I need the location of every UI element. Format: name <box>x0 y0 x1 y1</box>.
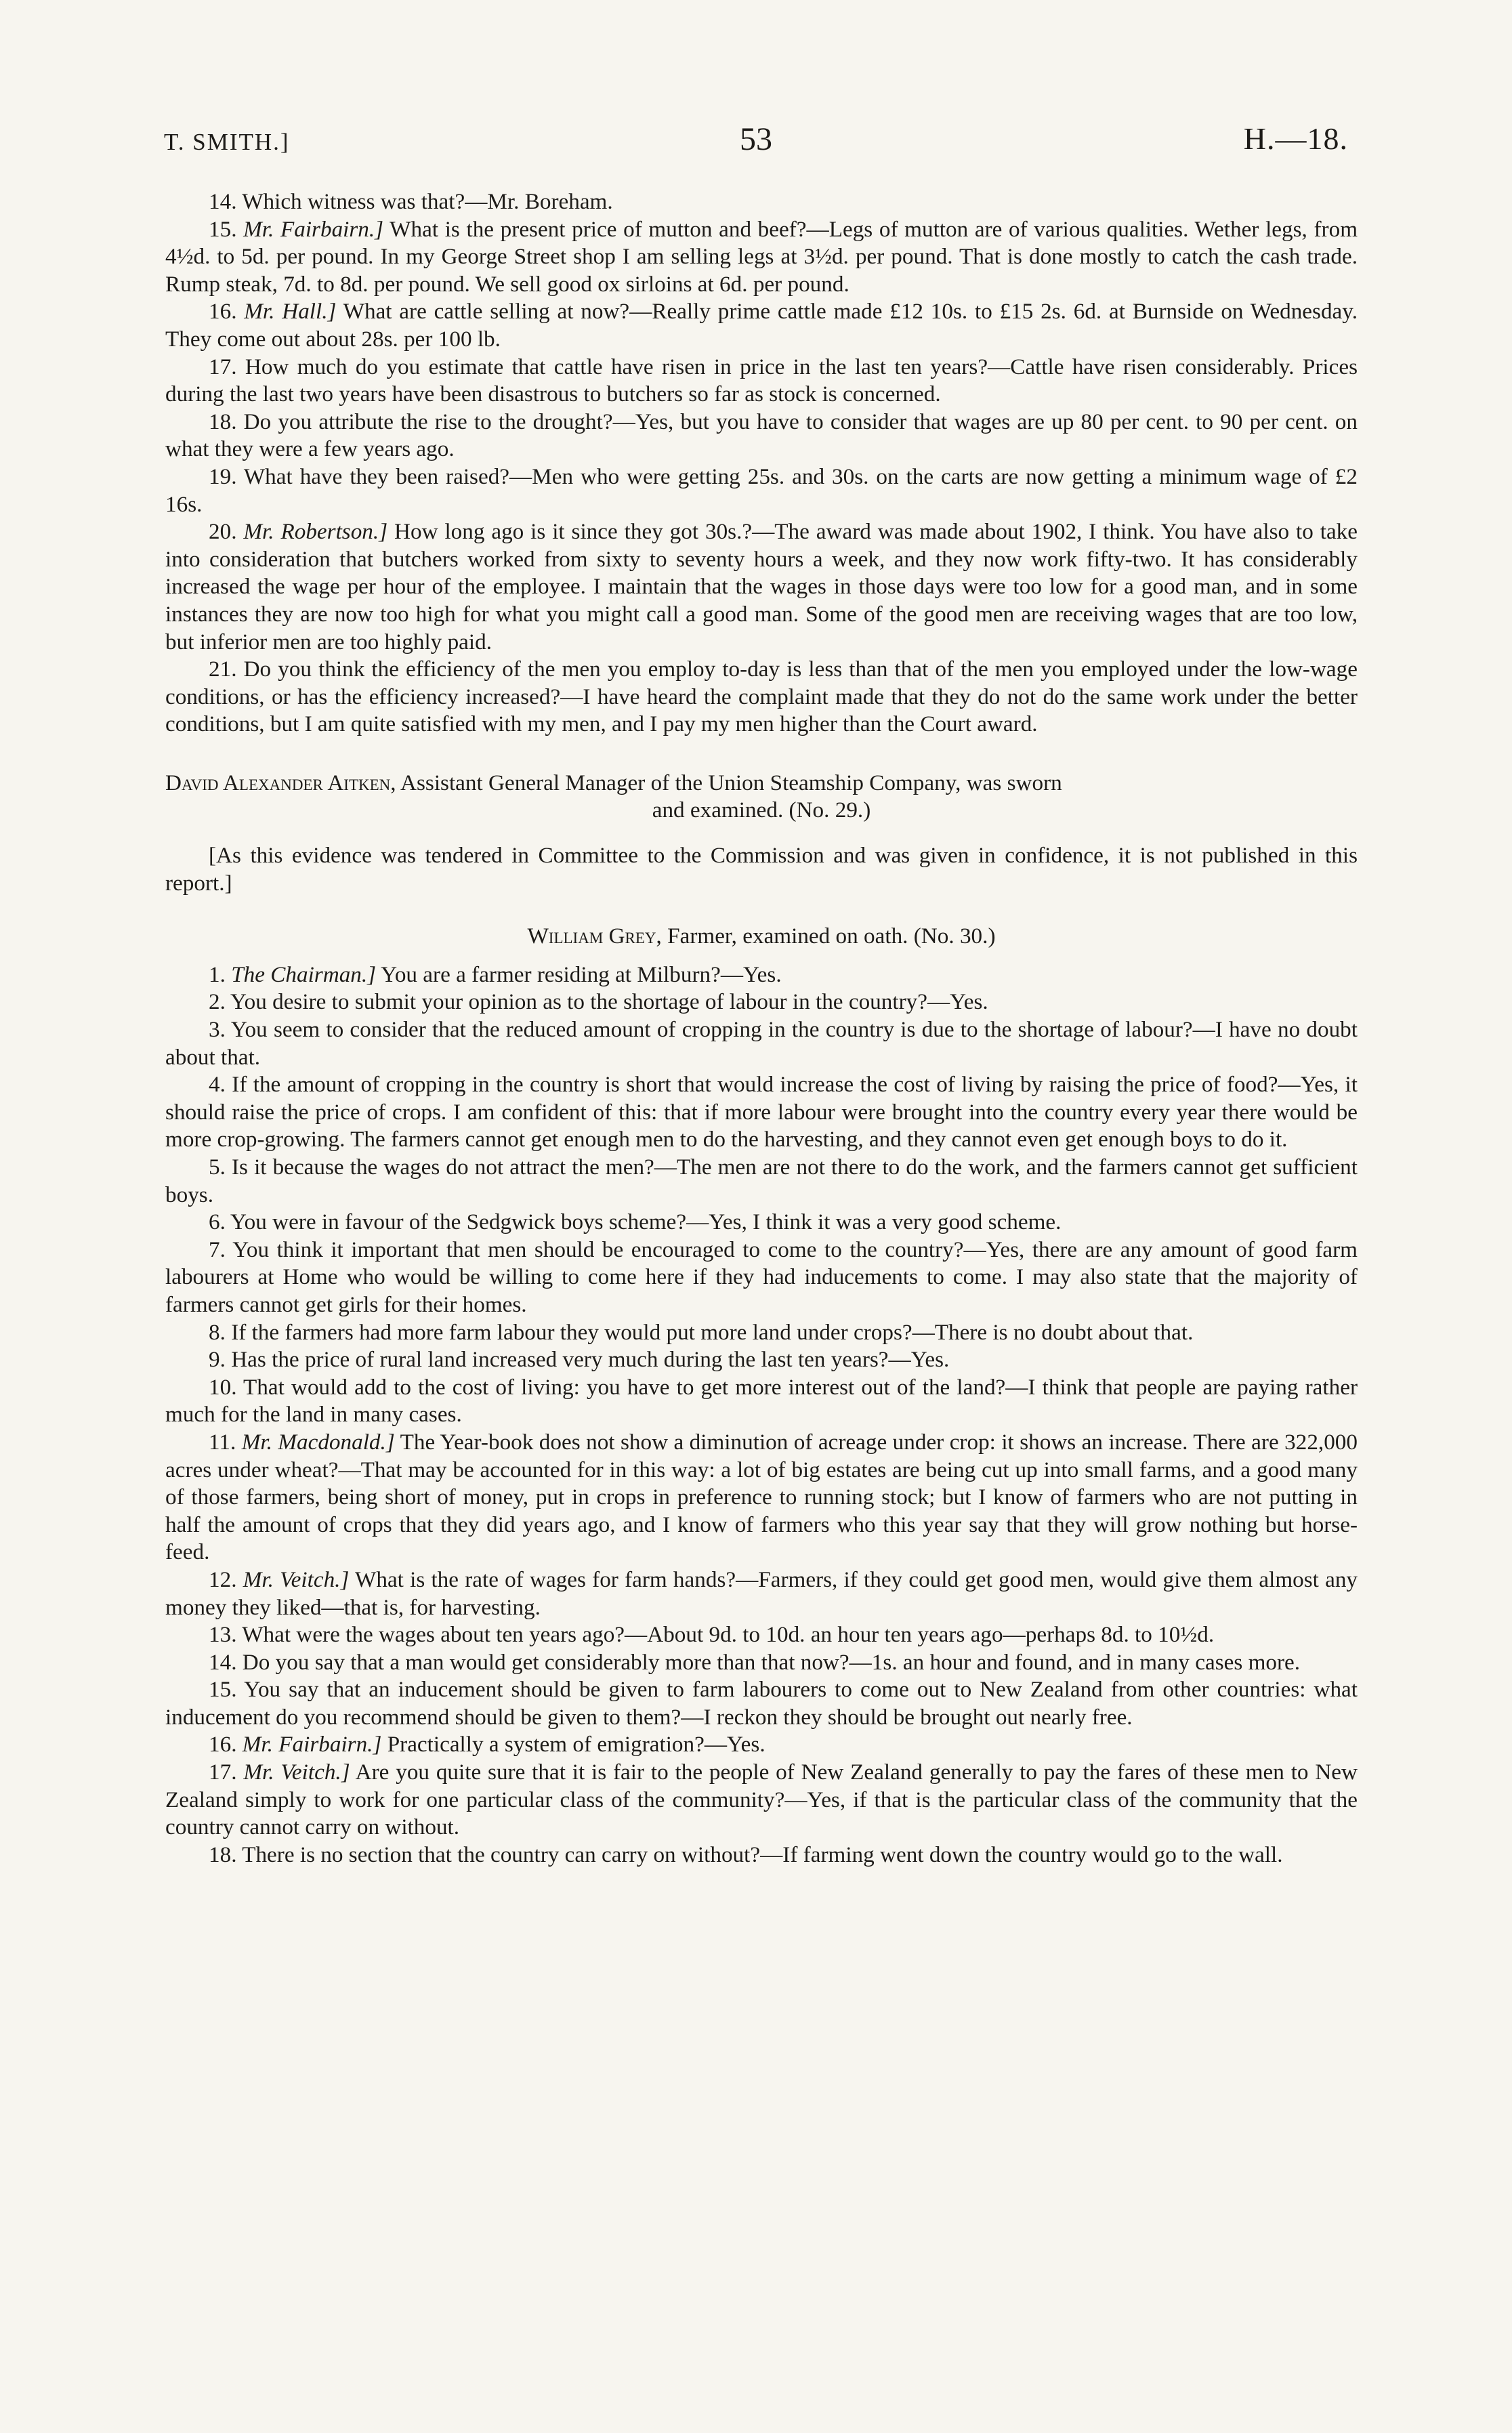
question-number: 6. <box>209 1209 226 1235</box>
question-number: 14. <box>209 189 237 214</box>
question-number: 7. <box>209 1236 226 1262</box>
question-text: Do you think the efficiency of the men you employ to-day is less than that of the men you employed under the low-wage conditions, or has the efficiency increased?—I have heard the complaint made that they do not do the same work under the better conditions, but I am quite satisfied with my men, and I pay my men higher than the Court award. <box>165 657 1358 737</box>
question-number: 16. <box>209 1732 237 1758</box>
question-text: If the farmers had more farm labour they would put more land under crops?—There is no doubt about that. <box>231 1319 1194 1345</box>
question-text: What were the wages about ten years ago?—About 9d. to 10d. an hour ten years ago—perhaps 8d. to 10½d. <box>242 1622 1215 1648</box>
question-number: 18. <box>209 409 237 434</box>
question-number: 15. <box>209 1677 237 1703</box>
question-text: Has the price of rural land increased very much during the last ten years?—Yes. <box>231 1347 950 1373</box>
question-paragraph <box>165 409 1358 463</box>
question-text: How much do you estimate that cattle have risen in price in the last ten years?—Cattle have risen considerably. Prices during the last two years have been disastrous to butchers so far as stock is concerned. <box>165 354 1358 407</box>
witness-description: Farmer, examined on oath. (No. 30.) <box>667 923 996 949</box>
question-number: 19. <box>209 463 237 489</box>
speaker-name: Mr. Fairbairn.] <box>243 216 384 242</box>
confidential-note: [As this evidence was tendered in Committee to the Commission and was given in confidence, it is not published in this report.] <box>165 843 1358 896</box>
question-paragraph <box>165 1842 1358 1869</box>
question-paragraph <box>165 1429 1358 1566</box>
question-number: 17. <box>209 354 237 379</box>
witness-name: William Grey, <box>527 923 662 949</box>
speaker-name: Mr. Veitch.] <box>243 1566 350 1592</box>
question-text: Do you say that a man would get considerably more than that now?—1s. an hour and found, and in many cases more. <box>242 1649 1301 1675</box>
speaker-name: Mr. Fairbairn.] <box>242 1732 382 1758</box>
question-paragraph <box>165 1071 1358 1154</box>
question-paragraph <box>165 518 1358 656</box>
question-text: What have they been raised?—Men who were getting 25s. and 30s. on the carts are now getting a minimum wage of £2 16s. <box>165 463 1358 517</box>
page-header <box>157 115 1355 169</box>
question-paragraph <box>165 1319 1358 1347</box>
question-paragraph <box>165 216 1358 299</box>
header-paper-number: H.—18. <box>1243 121 1348 156</box>
question-number: 8. <box>209 1319 226 1345</box>
speaker-name: Mr. Hall.] <box>244 299 337 325</box>
question-paragraph <box>165 1759 1358 1842</box>
speaker-name: Mr. Macdonald.] <box>241 1429 395 1455</box>
question-text: What is the rate of wages for farm hands?—Farmers, if they could get good men, would give them almost any money they liked—that is, for harvesting. <box>165 1566 1358 1620</box>
question-paragraph <box>165 1566 1358 1621</box>
question-paragraph <box>165 1621 1358 1649</box>
question-text: You seem to consider that the reduced amount of cropping in the country is due to the shortage of labour?—I have no doubt about that. <box>165 1017 1358 1070</box>
question-number: 20. <box>209 519 237 545</box>
question-paragraph <box>165 1731 1358 1759</box>
witness-description: Assistant General Manager of the Union Steamship Company, was sworn <box>400 770 1062 795</box>
question-text: What is the present price of mutton and beef?—Legs of mutton are of various qualities. Wether legs, from 4½d. to 5d. per pound. In my George Street shop I am selling legs at 3½d. per pound. That is done mostly to catch the cash trade. Rump steak, 7d. to 8d. per pound. We sell good ox sirloins at 6d. per pound. <box>165 216 1358 297</box>
speaker-name: Mr. Veitch.] <box>243 1760 350 1785</box>
question-number: 1. <box>209 961 226 987</box>
question-paragraph <box>165 1346 1358 1374</box>
question-paragraph <box>165 1236 1358 1319</box>
question-number: 17. <box>209 1760 237 1785</box>
speaker-name: The Chairman.] <box>231 961 377 987</box>
question-number: 10. <box>209 1374 237 1400</box>
aitken-heading <box>165 770 1358 797</box>
page-number: 53 <box>740 121 772 157</box>
speaker-name: Mr. Robertson.] <box>243 519 388 545</box>
question-text: You were in favour of the Sedgwick boys scheme?—Yes, I think it was a very good scheme. <box>230 1209 1062 1235</box>
question-number: 18. <box>209 1842 237 1867</box>
question-text: Which witness was that?—Mr. Boreham. <box>242 189 613 214</box>
witness-name: David Alexander Aitken, <box>165 770 396 795</box>
question-number: 2. <box>209 989 226 1015</box>
question-number: 5. <box>209 1155 226 1180</box>
header-witness: T. SMITH.] <box>164 129 290 155</box>
question-text: You think it important that men should be encouraged to come to the country?—Yes, there are any amount of good farm labourers at Home who would be willing to come here if they had inducements to come. I may also state that the majority of farmers cannot get girls for their homes. <box>165 1236 1358 1317</box>
question-paragraph <box>165 354 1358 409</box>
question-text: You say that an inducement should be given to farm labourers to come out to New Zealand from other countries: what inducement do you recommend should be given to them?—I reckon they should be brought out nearly free. <box>165 1677 1358 1730</box>
question-number: 4. <box>209 1072 226 1098</box>
question-number: 12. <box>209 1566 237 1592</box>
question-text: Do you attribute the rise to the drought?—Yes, but you have to consider that wages are up 80 per cent. to 90 per cent. on what they were a few years ago. <box>165 409 1358 462</box>
question-text: You are a farmer residing at Milburn?—Yes. <box>381 961 782 987</box>
question-paragraph <box>165 1649 1358 1677</box>
question-paragraph <box>165 656 1358 739</box>
question-paragraph <box>165 298 1358 353</box>
question-number: 11. <box>209 1429 236 1455</box>
grey-heading <box>165 923 1358 951</box>
question-paragraph <box>165 1374 1358 1429</box>
question-text: There is no section that the country can carry on without?—If farming went down the country would go to the wall. <box>242 1842 1283 1867</box>
question-text: Practically a system of emigration?—Yes. <box>387 1732 765 1758</box>
question-paragraph <box>165 1676 1358 1731</box>
question-number: 13. <box>209 1622 237 1648</box>
question-paragraph <box>165 1016 1358 1071</box>
question-text: That would add to the cost of living: you have to get more interest out of the land?—I think that people are paying rather much for the land in many cases. <box>165 1374 1358 1428</box>
question-paragraph <box>165 1154 1358 1209</box>
grey-evidence <box>165 961 1358 1869</box>
aitken-heading-line2: and examined. (No. 29.) <box>652 797 871 823</box>
question-text: The Year-book does not show a diminution of acreage under crop: it shows an increase. There are 322,000 acres under wheat?—That may be accounted for in this way: a lot of big estates are being cut up into small farms, and a good many of those farmers, being short of money, put in crops in preference to running stock; but I know of farmers who are not putting in half the amount of crops that they did years ago, and I know of farmers who this year say that they will grow nothing but horse-feed. <box>165 1429 1358 1565</box>
question-text: How long ago is it since they got 30s.?—The award was made about 1902, I think. You have also to take into consideration that butchers worked from sixty to seventy hours a week, and they now work fifty-two. It has considerably increased the wage per hour of the employee. I maintain that the wages in those days were too low for a good man, and in some instances they are now too high for what you might call a good man. Some of the good men are receiving wages that are too low, but inferior men are too highly paid. <box>165 519 1358 654</box>
question-text: If the amount of cropping in the country is short that would increase the cost of living by raising the price of food?—Yes, it should raise the price of crops. I am confident of this: that if more labour were brought into the country every year there would be more crop-growing. The farmers cannot get enough men to do the harvesting, and they cannot even get enough boys to do it. <box>165 1072 1358 1152</box>
question-text: You desire to submit your opinion as to the shortage of labour in the country?—Yes. <box>230 989 988 1015</box>
question-text: Are you quite sure that it is fair to the people of New Zealand generally to pay the fares of these men to New Zealand simply to work for one particular class of the community?—Yes, if that is the particular class of the community that the country cannot carry on without. <box>165 1760 1358 1840</box>
smith-evidence <box>165 188 1358 739</box>
question-number: 21. <box>209 657 237 682</box>
question-text: Is it because the wages do not attract the men?—The men are not there to do the work, and the farmers cannot get sufficient boys. <box>165 1155 1358 1207</box>
question-number: 16. <box>209 299 237 325</box>
question-number: 14. <box>209 1649 237 1675</box>
question-paragraph <box>165 989 1358 1016</box>
question-number: 9. <box>209 1347 226 1373</box>
question-text: What are cattle selling at now?—Really prime cattle made £12 10s. to £15 2s. 6d. at Burnside on Wednesday. They come out about 28s. per 100 lb. <box>165 299 1358 352</box>
question-number: 15. <box>209 216 237 242</box>
question-paragraph <box>165 961 1358 989</box>
question-number: 3. <box>209 1017 226 1043</box>
question-paragraph <box>165 188 1358 216</box>
question-paragraph <box>165 1209 1358 1236</box>
question-paragraph <box>165 463 1358 518</box>
document-body <box>165 188 1358 1869</box>
